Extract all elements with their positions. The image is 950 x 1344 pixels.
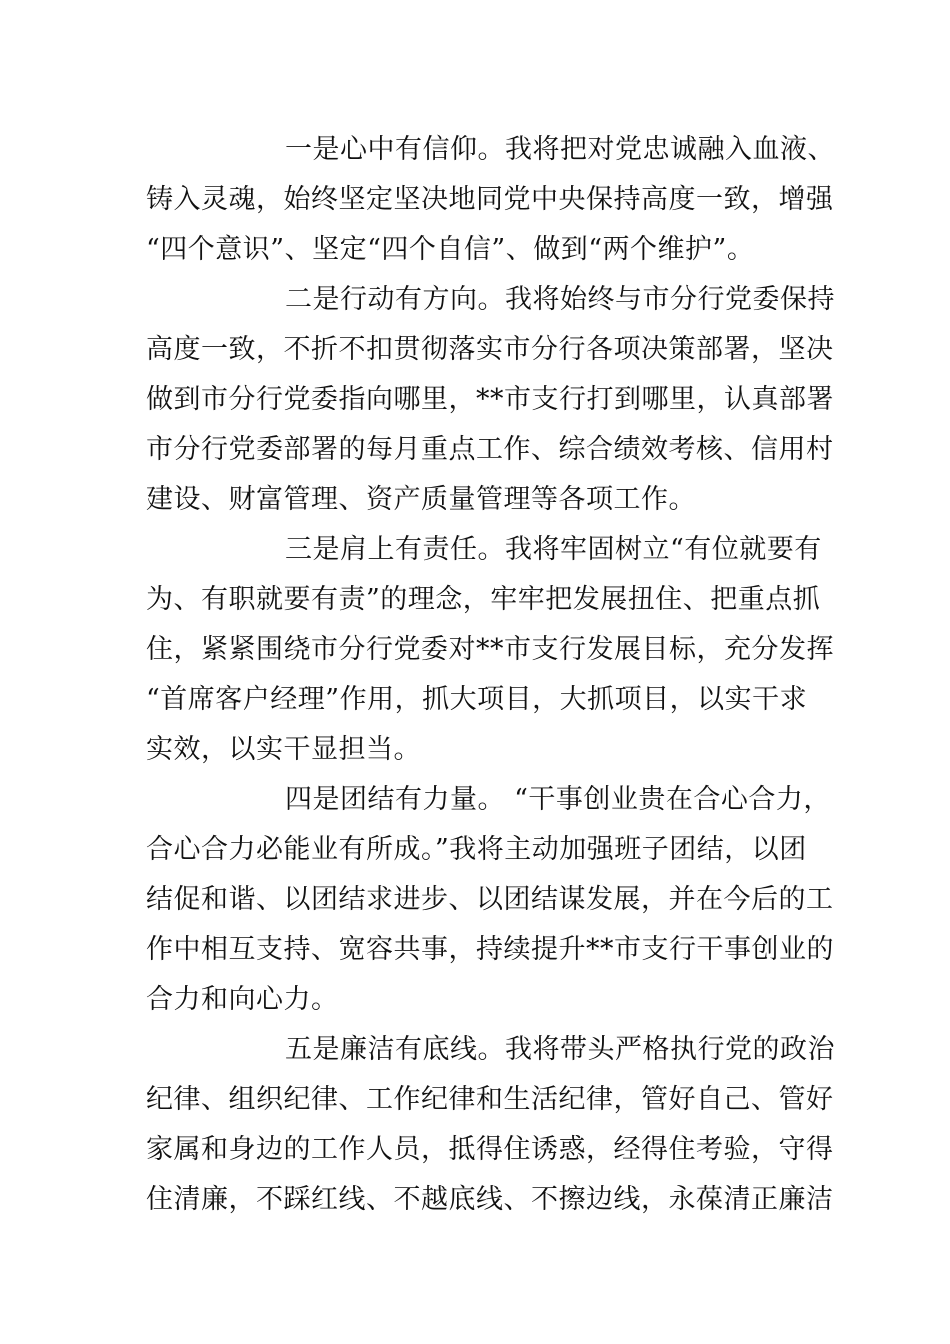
paragraph-2-line-3: 做到市分行党委指向哪里，**市支行打到哪里，认真部署 xyxy=(146,384,834,415)
paragraph-5-line-1: 五是廉洁有底线。我将带头严格执行党的政治 xyxy=(285,1034,835,1065)
paragraph-2-line-2: 高度一致，不折不扣贯彻落实市分行各项决策部署，坚决 xyxy=(146,334,834,365)
paragraph-3-line-2: 为、有职就要有责”的理念，牢牢把发展扭住、把重点抓 xyxy=(146,584,821,615)
paragraph-4-line-3: 结促和谐、以团结求进步、以团结谋发展，并在今后的工 xyxy=(146,884,834,915)
paragraph-3-line-5: 实效，以实干显担当。 xyxy=(146,734,421,765)
paragraph-5-line-4: 住清廉，不踩红线、不越底线、不擦边线，永葆清正廉洁 xyxy=(146,1184,834,1215)
paragraph-3-line-3: 住，紧紧围绕市分行党委对**市支行发展目标，充分发挥 xyxy=(146,634,834,665)
paragraph-2-line-4: 市分行党委部署的每月重点工作、综合绩效考核、信用村 xyxy=(146,434,834,465)
paragraph-5-line-3: 家属和身边的工作人员，抵得住诱惑，经得住考验，守得 xyxy=(146,1134,834,1165)
paragraph-4-line-4: 作中相互支持、宽容共事，持续提升**市支行干事创业的 xyxy=(146,934,834,965)
paragraph-1-line-2: 铸入灵魂，始终坚定坚决地同党中央保持高度一致，增强 xyxy=(146,184,834,215)
paragraph-1-line-3: “四个意识”、坚定“四个自信”、做到“两个维护”。 xyxy=(146,234,755,265)
paragraph-4-line-1: 四是团结有力量。 “干事创业贵在合心合力， xyxy=(285,784,831,815)
paragraph-1-line-1: 一是心中有信仰。我将把对党忠诚融入血液、 xyxy=(285,134,835,165)
paragraph-3-line-1: 三是肩上有责任。我将牢固树立“有位就要有 xyxy=(285,534,822,565)
paragraph-2-line-5: 建设、财富管理、资产质量管理等各项工作。 xyxy=(146,484,696,515)
paragraph-5-line-2: 纪律、组织纪律、工作纪律和生活纪律，管好自己、管好 xyxy=(146,1084,834,1115)
paragraph-4-line-2: 合心合力必能业有所成。”我将主动加强班子团结，以团 xyxy=(146,834,807,865)
paragraph-4-line-5: 合力和向心力。 xyxy=(146,984,339,1015)
paragraph-3-line-4: “首席客户经理”作用，抓大项目，大抓项目，以实干求 xyxy=(146,684,808,715)
paragraph-2-line-1: 二是行动有方向。我将始终与市分行党委保持 xyxy=(285,284,835,315)
